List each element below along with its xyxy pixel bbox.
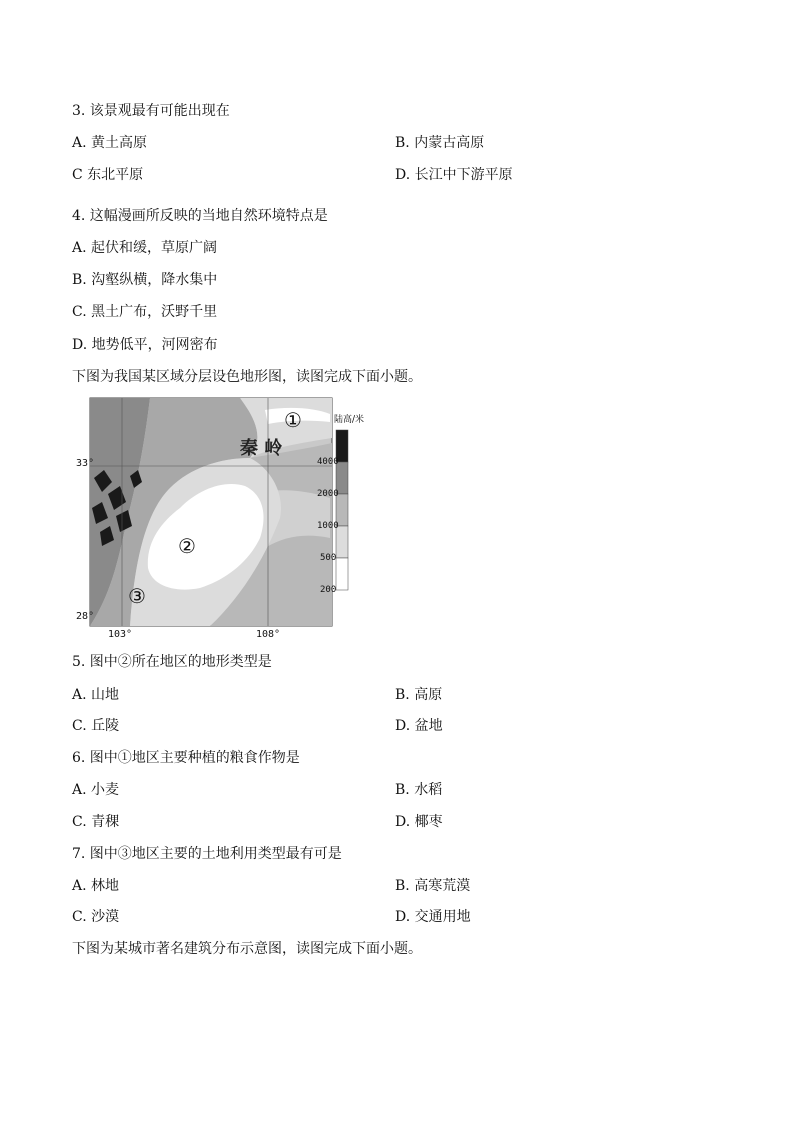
legend-level-200: 200 bbox=[320, 585, 337, 595]
q7-option-a: A. 林地 bbox=[72, 878, 120, 894]
q5-option-b: B. 高原 bbox=[395, 687, 443, 703]
final-intro: 下图为某城市著名建筑分布示意图，读图完成下面小题。 bbox=[72, 941, 422, 957]
elevation-legend bbox=[334, 413, 364, 590]
q4-option-c: C. 黑土广布，沃野千里 bbox=[72, 304, 218, 320]
q3-option-a: A. 黄土高原 bbox=[72, 135, 148, 151]
lon-label-108: 108° bbox=[256, 629, 281, 640]
legend-level-1000: 1000 bbox=[317, 521, 339, 531]
q7-option-b: B. 高寒荒漠 bbox=[395, 878, 471, 894]
map-intro: 下图为我国某区域分层设色地形图，读图完成下面小题。 bbox=[72, 369, 422, 385]
lat-label-28: 28° bbox=[76, 611, 95, 622]
question-5-stem: 5. 图中②所在地区的地形类型是 bbox=[72, 654, 272, 670]
legend-level-500: 500 bbox=[320, 553, 337, 563]
q5-option-a: A. 山地 bbox=[72, 687, 120, 703]
q6-option-d: D. 椰枣 bbox=[395, 814, 443, 830]
legend-level-4000: 4000 bbox=[317, 457, 339, 467]
question-3-stem: 3. 该景观最有可能出现在 bbox=[72, 103, 230, 119]
legend-title: 陆高/米 bbox=[334, 415, 365, 425]
q4-option-d: D. 地势低平，河网密布 bbox=[72, 337, 218, 353]
question-6-stem: 6. 图中①地区主要种植的粮食作物是 bbox=[72, 750, 300, 766]
lat-label-33: 33° bbox=[76, 458, 95, 469]
q4-option-b: B. 沟壑纵横，降水集中 bbox=[72, 272, 218, 288]
q4-option-a: A. 起伏和缓，草原广阔 bbox=[72, 240, 218, 256]
question-7-stem: 7. 图中③地区主要的土地利用类型最有可是 bbox=[72, 846, 342, 862]
lon-label-103: 103° bbox=[108, 629, 133, 640]
q6-option-a: A. 小麦 bbox=[72, 782, 120, 798]
q7-option-d: D. 交通用地 bbox=[395, 909, 471, 925]
q7-option-c: C. 沙漠 bbox=[72, 909, 120, 925]
q3-option-b: B. 内蒙古高原 bbox=[395, 135, 485, 151]
region-label-qinling: 秦 岭 bbox=[240, 438, 283, 459]
question-4-stem: 4. 这幅漫画所反映的当地自然环境特点是 bbox=[72, 208, 328, 224]
q5-option-c: C. 丘陵 bbox=[72, 718, 120, 734]
q6-option-b: B. 水稻 bbox=[395, 782, 443, 798]
marker-1: ① bbox=[284, 408, 302, 432]
topographic-map bbox=[76, 398, 365, 643]
q5-option-d: D. 盆地 bbox=[395, 718, 443, 734]
marker-2: ② bbox=[178, 534, 196, 558]
q6-option-c: C. 青稞 bbox=[72, 814, 120, 830]
q3-option-d: D. 长江中下游平原 bbox=[395, 167, 513, 183]
legend-level-2000: 2000 bbox=[317, 489, 339, 499]
q3-option-c: C 东北平原 bbox=[72, 167, 144, 183]
marker-3: ③ bbox=[128, 584, 146, 608]
